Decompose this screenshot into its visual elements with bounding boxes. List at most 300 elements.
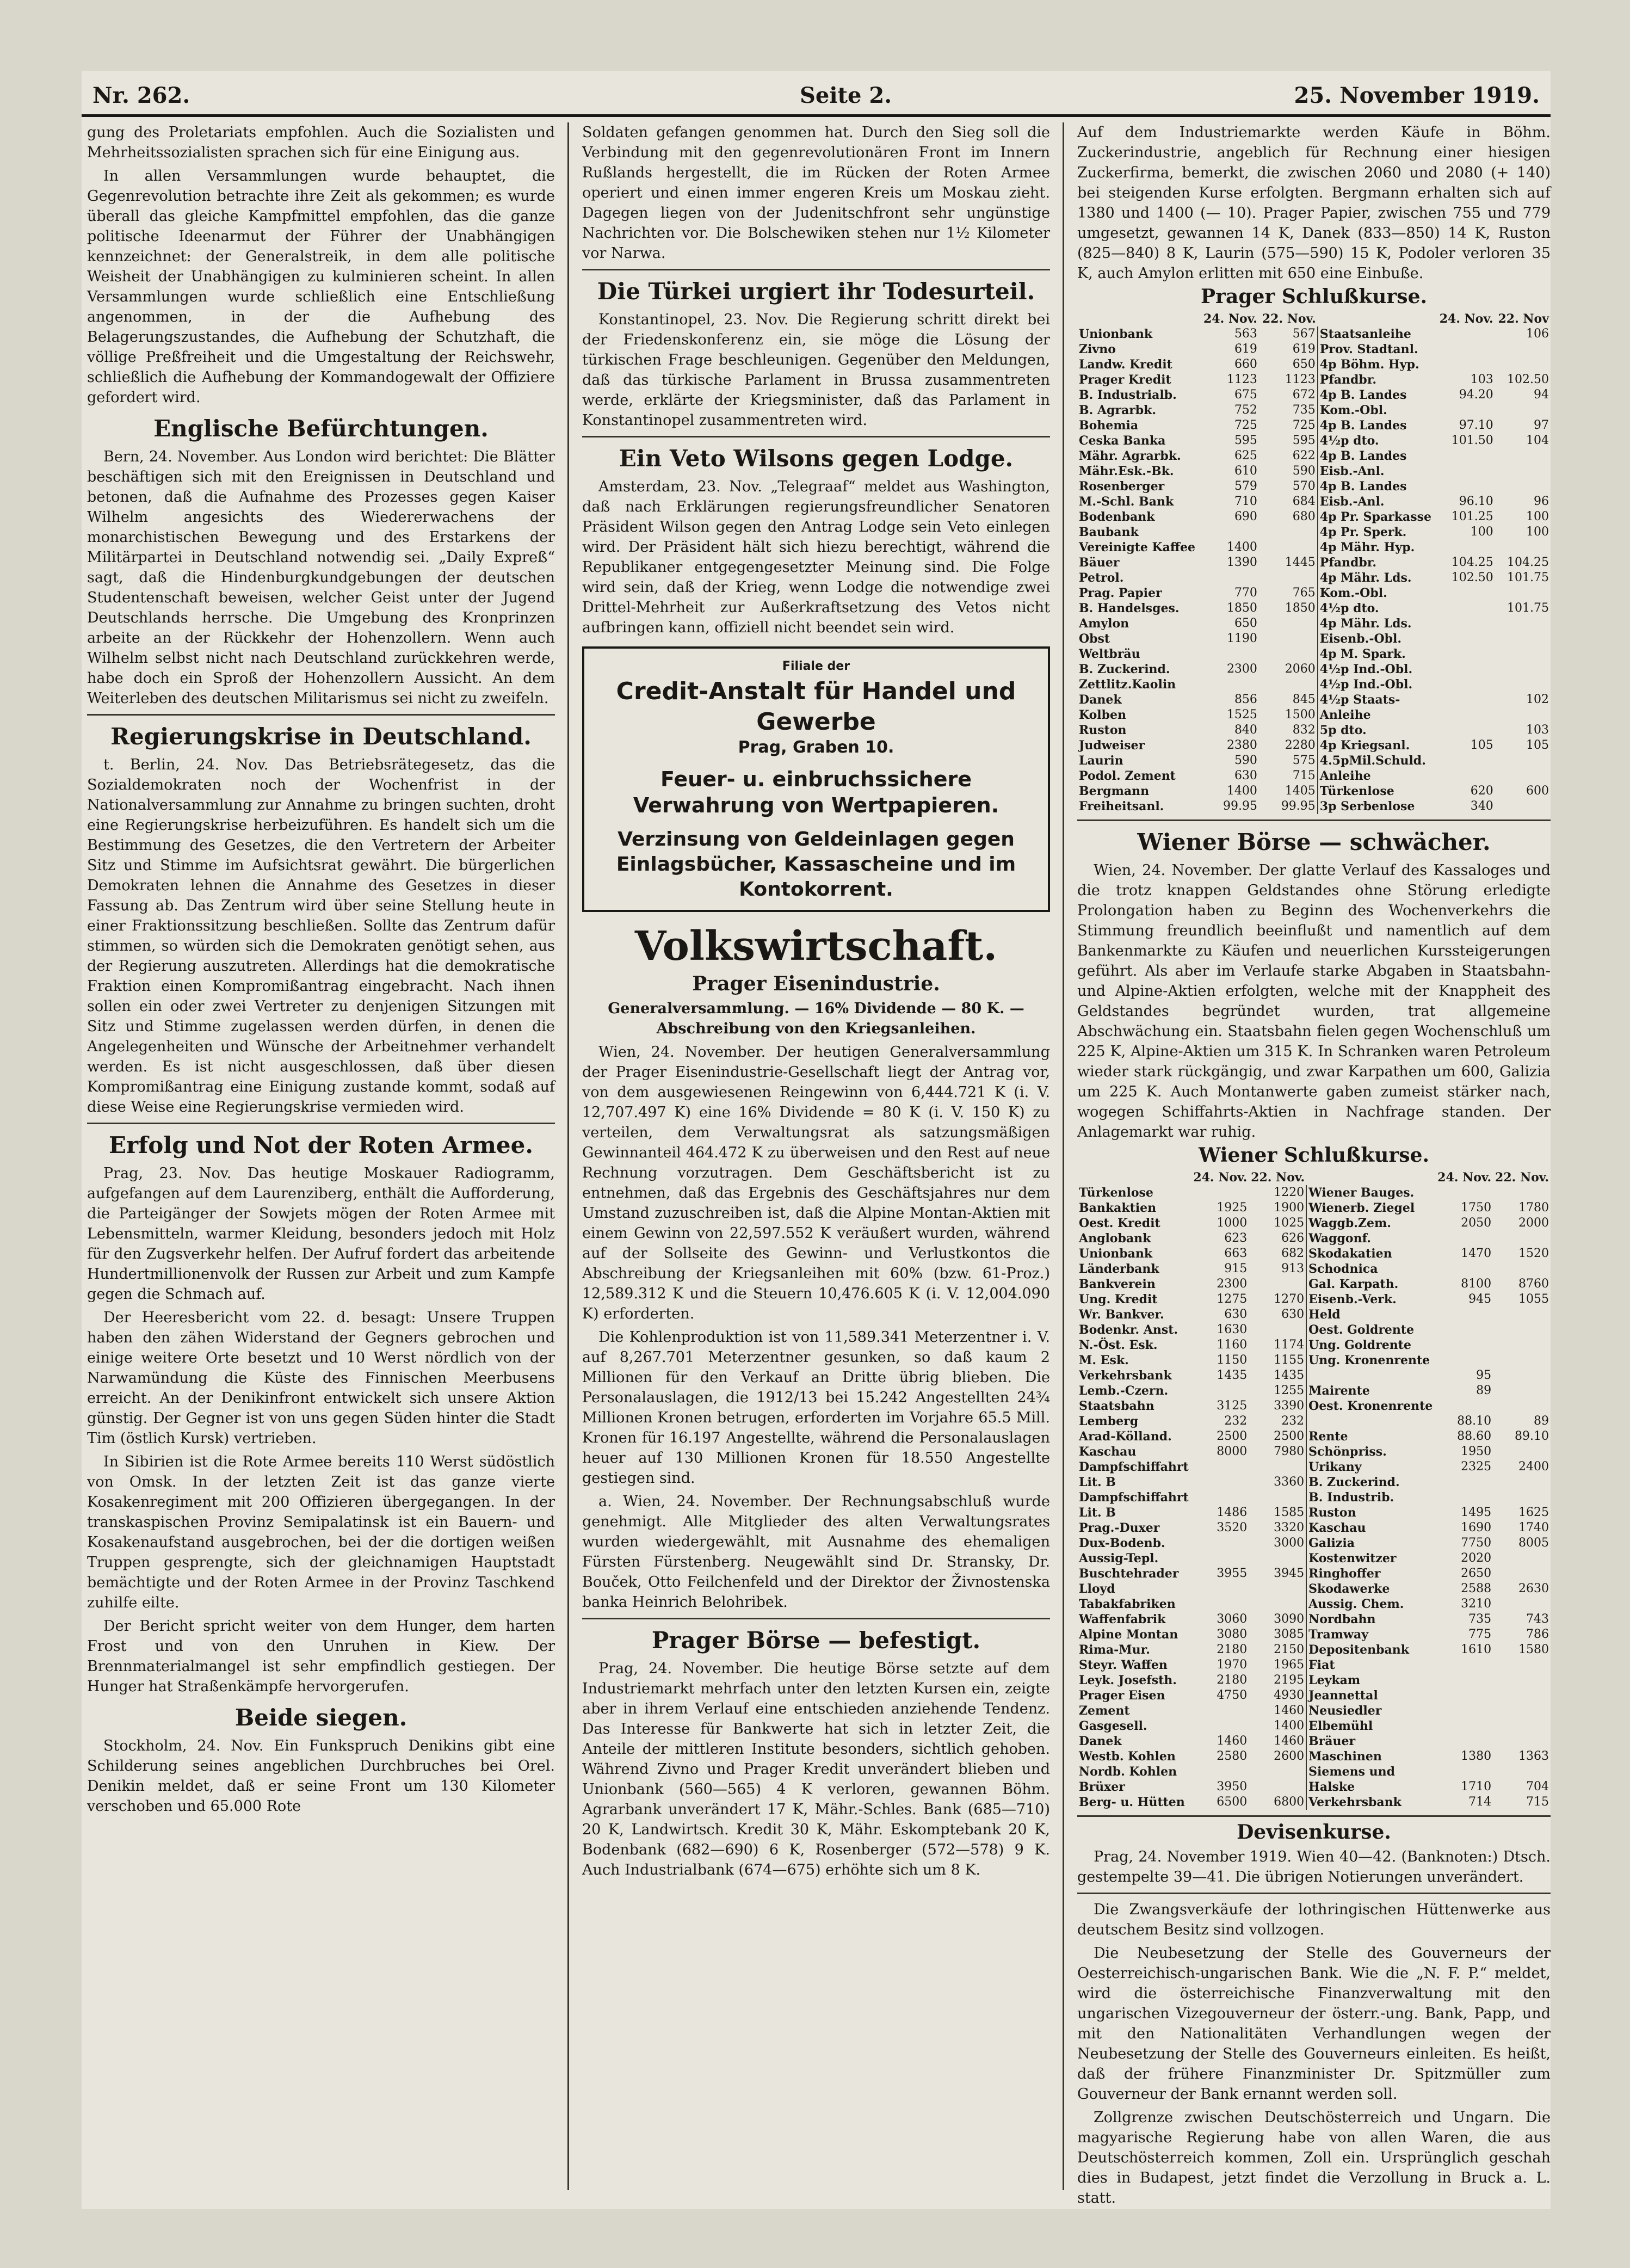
security-name-cell: Oest. Kredit	[1079, 1216, 1160, 1230]
quote-cell	[1249, 1764, 1306, 1779]
table-row	[1077, 1627, 1551, 1642]
quote-cell	[1435, 1718, 1493, 1734]
quote-cell	[1436, 677, 1495, 692]
table-row	[1077, 433, 1551, 448]
quote-cell: 1123	[1226, 373, 1257, 386]
security-name-cell: Aussig. Chem.	[1306, 1597, 1435, 1612]
quote-cell	[1191, 1597, 1249, 1612]
quote-cell	[1435, 1398, 1493, 1414]
quote-cell	[1436, 357, 1495, 372]
quote-cell: 1160	[1217, 1338, 1248, 1352]
security-name-cell: B. Zuckerind.	[1079, 662, 1170, 676]
quote-cell: 1390	[1226, 556, 1257, 569]
security-name-cell: 4p M. Spark.	[1318, 646, 1436, 662]
issue-number: Nr. 262.	[92, 83, 190, 108]
quote-cell: 845	[1292, 693, 1316, 706]
quote-cell: 89	[1534, 1414, 1549, 1428]
security-name-cell: 4p Mähr. Hyp.	[1318, 540, 1436, 555]
table-row	[1077, 1200, 1551, 1216]
quote-cell	[1495, 753, 1551, 768]
article-text: t. Berlin, 24. Nov. Das Betriebsrätegesetz, das die Sozialdemokraten noch der Wochenfrist in der Nationalversammlung zur Annahme zu bringen suchten, droht eine Regierungskrise herbeizuführen. Es handelt sich um die Bestimmung des Gesetzes, die den Vertretern der Arbeiter Sitz und Stimme im Aufsichtsrat gewährt. Die bürgerlichen Demokraten lehnen die Annahme des Gesetzes in dieser Fassung ab. Das Zentrum wird über seine Stellung heute in einer Fraktionssitzung beschließen. Sollte das Zentrum dafür stimmen, so würden sich die Demokraten genötigt sehen, aus der Regierung auszutreten. Allerdings hat die demokratische Fraktion einen Kompromißantrag eingebracht. Nach ihnen sollen ein oder zwei Vertreter zu denjenigen Sitzungen mit Sitz und Stimme zugelassen werden dürfen, in denen die Angelegenheiten und Wünsche der Arbeitnehmer verhandelt werden. Es ist nicht ausgeschlossen, daß über diesen Kompromißantrag eine Einigung zustande kommt, sodaß auf diese Weise eine Regierungskrise vermieden wird.	[87, 756, 555, 1115]
quote-cell	[1493, 1398, 1551, 1414]
quote-cell: 99.95	[1222, 799, 1257, 813]
security-name-cell: Dampfschiffahrt	[1079, 1460, 1189, 1474]
security-name-cell: Judweiser	[1079, 738, 1145, 753]
quote-cell: 680	[1292, 510, 1316, 523]
quote-cell: 4930	[1274, 1688, 1305, 1702]
security-name-cell: Prager Eisen	[1079, 1688, 1165, 1703]
quote-cell: 106	[1526, 327, 1549, 341]
security-name-cell: B. Zuckerind.	[1306, 1475, 1435, 1490]
quote-cell: 619	[1234, 342, 1257, 356]
divider	[1077, 819, 1551, 821]
quote-cell: 105	[1526, 738, 1549, 752]
table-row	[1077, 1414, 1551, 1429]
quote-cell: 610	[1234, 464, 1257, 478]
quote-cell: 2500	[1217, 1429, 1248, 1443]
table-row	[1077, 1779, 1551, 1795]
quote-cell	[1495, 403, 1551, 418]
quote-cell: 1850	[1226, 601, 1257, 615]
headline-wiener-boerse: Wiener Börse — schwächer.	[1137, 829, 1491, 855]
table-row	[1077, 738, 1551, 753]
quote-cell: 102.50	[1451, 571, 1493, 584]
quote-cell: 715	[1292, 769, 1316, 782]
quote-cell: 1025	[1274, 1216, 1305, 1230]
security-name-cell: Waggonf.	[1306, 1231, 1435, 1246]
quote-cell	[1493, 1475, 1551, 1490]
table-row	[1077, 1505, 1551, 1520]
quote-cell	[1191, 1459, 1249, 1475]
security-name-cell: Elbemühl	[1306, 1718, 1435, 1734]
quote-cell: 1625	[1518, 1506, 1549, 1519]
table-row	[1077, 1292, 1551, 1307]
quote-cell: 626	[1281, 1231, 1305, 1245]
headline-prager-schlusskurse: Prager Schlußkurse.	[1200, 285, 1428, 308]
quote-cell	[1249, 1277, 1306, 1292]
security-name-cell: Nordbahn	[1306, 1612, 1435, 1627]
security-name-cell: Schodnica	[1306, 1261, 1435, 1277]
table-row	[1077, 1429, 1551, 1444]
quote-cell	[1495, 586, 1551, 601]
quote-cell: 4750	[1217, 1688, 1248, 1702]
security-name-cell: Eisb.-Anl.	[1318, 464, 1436, 479]
table-row	[1077, 1338, 1551, 1353]
quote-cell: 94.20	[1459, 388, 1493, 402]
headline-veto-wilson: Ein Veto Wilsons gegen Lodge.	[619, 445, 1014, 472]
quote-cell: 8100	[1461, 1277, 1492, 1291]
security-name-cell: Unionbank	[1079, 327, 1153, 341]
ad-bank-name: Credit-Anstalt für Handel und Gewerbe	[616, 677, 1016, 736]
quote-cell	[1435, 1322, 1493, 1338]
security-name-cell: Anleihe	[1318, 768, 1436, 784]
column-3	[1077, 122, 1551, 2207]
quote-cell: 682	[1281, 1247, 1305, 1260]
table-row	[1077, 1749, 1551, 1764]
quote-cell: 3125	[1217, 1399, 1248, 1413]
security-name-cell: Danek	[1079, 693, 1122, 707]
security-name-cell: 4p B. Landes	[1318, 448, 1436, 464]
security-name-cell: Pfandbr.	[1318, 372, 1436, 387]
security-name-cell: Wr. Bankver.	[1079, 1308, 1164, 1322]
quote-cell: 2050	[1461, 1216, 1492, 1230]
wiener-table-body	[1077, 1185, 1551, 1810]
quote-cell: 1363	[1518, 1749, 1549, 1763]
table-row	[1077, 662, 1551, 677]
security-name-cell: B. Agrarbk.	[1079, 403, 1157, 417]
table-row	[1077, 1551, 1551, 1566]
quote-cell	[1436, 464, 1495, 479]
table-row	[1077, 1444, 1551, 1459]
quote-cell: 1400	[1274, 1719, 1305, 1733]
security-name-cell: 4p Mähr. Lds.	[1318, 570, 1436, 586]
table-row	[1077, 646, 1551, 662]
table-row	[1077, 1398, 1551, 1414]
table-row	[1077, 570, 1551, 586]
quote-cell	[1493, 1734, 1551, 1749]
quote-cell: 99.95	[1281, 799, 1316, 813]
table-row	[1077, 525, 1551, 540]
quote-cell	[1493, 1688, 1551, 1703]
quote-cell: 856	[1234, 693, 1257, 706]
security-name-cell: Halske	[1306, 1779, 1435, 1795]
security-name-cell: Bohemia	[1079, 418, 1139, 433]
table-row	[1077, 1307, 1551, 1322]
quote-cell: 620	[1470, 784, 1493, 798]
table-row	[1077, 631, 1551, 646]
quote-cell	[1493, 1383, 1551, 1398]
quote-cell: 1174	[1274, 1338, 1305, 1352]
security-name-cell: Ringhoffer	[1306, 1566, 1435, 1581]
ad-service-1: Feuer- u. einbruchssichere Verwahrung von Wertpapieren.	[633, 767, 999, 817]
article-text: Die Zwangsverkäufe der lothringischen Hüttenwerke aus deutschem Besitz sind vollzogen.	[1077, 1901, 1551, 1938]
quote-cell: 579	[1234, 479, 1257, 493]
article-text: Konstantinopel, 23. Nov. Die Regierung schritt direkt bei der Friedenskonferenz ein, sie möge die Lösung der türkischen Frage beschleunigen. Gegenüber den Meldungen, daß das türkische Parlament in Brussa zusammentreten werde, erklärte der Kriegsminister, daß das Parlament in Konstantinopel zusammentreten wird.	[582, 311, 1050, 429]
quote-cell: 684	[1292, 495, 1316, 508]
quote-cell: 1750	[1461, 1201, 1492, 1215]
security-name-cell	[1306, 1368, 1435, 1383]
quote-cell	[1191, 1185, 1249, 1200]
quote-cell	[1436, 723, 1495, 738]
security-name-cell: Wiener Bauges.	[1306, 1185, 1435, 1200]
quote-cell: 1460	[1274, 1704, 1305, 1717]
masthead	[82, 71, 1551, 117]
security-name-cell: Oest. Goldrente	[1306, 1322, 1435, 1338]
quote-cell	[1436, 448, 1495, 464]
quote-cell: 735	[1292, 403, 1316, 417]
security-name-cell: M. Esk.	[1079, 1353, 1129, 1367]
divider	[87, 714, 555, 716]
quote-cell: 88.10	[1457, 1414, 1492, 1428]
headline-regierungskrise: Regierungskrise in Deutschland.	[110, 723, 532, 750]
quote-cell: 1435	[1274, 1369, 1305, 1382]
column-1	[87, 122, 555, 2196]
quote-cell	[1200, 525, 1259, 540]
security-name-cell: 4½p Ind.-Obl.	[1318, 662, 1436, 677]
headline-rote-armee: Erfolg und Not der Roten Armee.	[109, 1132, 533, 1158]
article-text: gung des Proletariats empfohlen. Auch die Sozialisten und Mehrheitssozialisten sprachen sich für eine Einigung aus.	[87, 124, 555, 161]
quote-cell: 3945	[1274, 1567, 1305, 1580]
quote-cell: 1400	[1226, 784, 1257, 798]
security-name-cell: Weltbräu	[1079, 647, 1140, 661]
security-name-cell: Prager Kredit	[1079, 373, 1171, 387]
table-row	[1077, 555, 1551, 570]
quote-cell: 1925	[1217, 1201, 1248, 1215]
quote-cell	[1493, 1703, 1551, 1718]
quote-cell	[1200, 646, 1259, 662]
quote-cell	[1435, 1703, 1493, 1718]
quote-cell	[1259, 540, 1318, 555]
security-name-cell: Waggb.Zem.	[1306, 1216, 1435, 1231]
article-text: Die Neubesetzung der Stelle des Gouverneurs der Oesterreichisch-ungarischen Bank. Wie die „N. F. P.“ meldet, wird die österreichische Finanzverwaltung mit den ungarischen Vizegouverneur der österr.-ung. Bank, Papp, und mit den Nationalitäten Verhandlungen wegen der Neubesetzung der Stelle des Gouverneurs einleiten. Es heißt, daß der frühere Finanzminister Dr. Spitzmüller zum Gouverneur der Bank ernannt werden soll.	[1077, 1945, 1551, 2103]
quote-cell	[1436, 540, 1495, 555]
quote-cell	[1435, 1307, 1493, 1322]
table-row	[1077, 707, 1551, 723]
quote-cell	[1495, 342, 1551, 357]
quote-cell: 590	[1292, 464, 1316, 478]
quote-cell	[1493, 1673, 1551, 1688]
quote-cell	[1259, 631, 1318, 646]
article-text: Prag, 24. November 1919. Wien 40—42. (Banknoten:) Dtsch. gestempelte 39—41. Die übrigen Notierungen unverändert.	[1077, 1848, 1551, 1885]
quote-cell: 1190	[1226, 632, 1257, 645]
quote-cell: 786	[1526, 1628, 1549, 1641]
security-name-cell: 4½p Staats-	[1318, 692, 1436, 707]
quote-cell: 2020	[1461, 1551, 1492, 1565]
quote-cell: 96.10	[1459, 495, 1493, 508]
quote-cell: 1400	[1226, 540, 1257, 554]
column-header: 24. Nov.	[1193, 1170, 1248, 1185]
security-name-cell: Skodakatien	[1306, 1246, 1435, 1261]
table-row	[1077, 1520, 1551, 1536]
security-name-cell: Tabakfabriken	[1079, 1597, 1176, 1611]
quote-cell	[1495, 479, 1551, 494]
table-header-row	[1077, 311, 1551, 326]
table-header-row	[1077, 1170, 1551, 1185]
quote-cell: 1525	[1226, 708, 1257, 722]
security-name-cell: Ung. Kronenrente	[1306, 1353, 1435, 1368]
quote-cell: 575	[1292, 754, 1316, 767]
security-name-cell: Neusiedler	[1306, 1703, 1435, 1718]
quote-cell: 2000	[1518, 1216, 1549, 1230]
quote-cell: 88.60	[1457, 1429, 1492, 1443]
quote-cell: 2630	[1518, 1582, 1549, 1595]
quote-cell	[1493, 1322, 1551, 1338]
quote-cell	[1191, 1383, 1249, 1398]
security-name-cell: Tramway	[1306, 1627, 1435, 1642]
security-name-cell: Steyr. Waffen	[1079, 1658, 1168, 1672]
article-text: Die Kohlenproduktion ist von 11,589.341 Meterzentner i. V. auf 8,267.701 Meterzentner gesunken, so daß kaum 2 Millionen für den Verkauf an Dritte übrig blieben. Die Personalauslagen, die 1912/13 bei 15.242 Angestellten 24¾ Millionen Kronen betrugen, erforderten im Vorjahre 65.5 Mill. Kronen für 16.197 Angestellte, während die Personalauslagen heuer auf 130 Millionen Kronen für 18.550 Angestellte gestiegen sind.	[582, 1329, 1050, 1487]
table-row	[1077, 1231, 1551, 1246]
table-row	[1077, 387, 1551, 403]
security-name-cell: Bräuer	[1306, 1734, 1435, 1749]
security-name-cell: Held	[1306, 1307, 1435, 1322]
table-row	[1077, 753, 1551, 768]
security-name-cell: Pfandbr.	[1318, 555, 1436, 570]
quote-cell: 752	[1234, 403, 1257, 417]
security-name-cell: 4.5pMil.Schuld.	[1318, 753, 1436, 768]
security-name-cell: Bodenbank	[1079, 510, 1155, 524]
table-row	[1077, 1277, 1551, 1292]
quote-cell: 1690	[1461, 1521, 1492, 1534]
quote-cell: 2588	[1461, 1582, 1492, 1595]
quote-cell	[1435, 1261, 1493, 1277]
quote-cell: 650	[1234, 617, 1257, 630]
security-name-cell: Zivno	[1079, 342, 1116, 356]
column-rule	[1063, 122, 1064, 2190]
quote-cell	[1493, 1261, 1551, 1277]
quote-cell	[1200, 677, 1259, 692]
quote-cell	[1259, 646, 1318, 662]
quote-cell	[1495, 448, 1551, 464]
quote-cell: 3080	[1217, 1628, 1248, 1641]
quote-cell: 1950	[1461, 1445, 1492, 1458]
quote-cell: 2060	[1285, 662, 1316, 676]
security-name-cell: Bankaktien	[1079, 1201, 1157, 1215]
quote-cell: 915	[1224, 1262, 1248, 1275]
bank-advertisement	[582, 646, 1050, 912]
quote-cell	[1435, 1673, 1493, 1688]
security-name-cell: Berg- u. Hütten	[1079, 1795, 1185, 1809]
security-name-cell: Ung. Goldrente	[1306, 1338, 1435, 1353]
quote-cell: 1155	[1274, 1353, 1305, 1367]
article-text: Wien, 24. November. Der heutigen Generalversammlung der Prager Eisenindustrie-Gesellschaft liegt der Antrag vor, von dem ausgewiesenen Reingewinn von 6,444.721 K (i. V. 12,707.497 K) eine 16% Dividende = 80 K (i. V. 150 K) zu verteilen, dem Verwaltungsrat als satzungsmäßigen Gewinnanteil 464.472 K zu überweisen und den Rest auf neue Rechnung vorzutragen. Dem Geschäftsbericht ist zu entnehmen, daß das Ergebnis des Geschäftsjahres nur dem Umstand zuzuschreiben ist, daß die Alpine Montan-Aktien mit einem Gewinn von 22,597.552 K veräußert wurden, während auf der Sollseite des Gewinn- und Verlustkontos die Abschreibung der Kriegsanleihen mit 60% (bzw. 61-Proz.) 12,589.312 K und die Steuern 10,476.605 K (i. V. 12,004.090 K) erforderten.	[582, 1044, 1050, 1322]
quote-cell: 8005	[1518, 1536, 1549, 1550]
quote-cell: 3520	[1217, 1521, 1248, 1534]
table-row	[1077, 1185, 1551, 1200]
quote-cell	[1435, 1657, 1493, 1673]
quote-cell: 1585	[1274, 1506, 1305, 1519]
quote-cell	[1436, 326, 1495, 342]
quote-cell: 3085	[1274, 1628, 1305, 1641]
quote-cell: 945	[1468, 1292, 1492, 1306]
quote-cell: 2195	[1274, 1673, 1305, 1687]
quote-cell	[1436, 692, 1495, 707]
quote-cell: 3000	[1274, 1536, 1305, 1550]
security-name-cell: Waffenfabrik	[1079, 1612, 1166, 1626]
quote-cell	[1435, 1338, 1493, 1353]
quote-cell: 2300	[1217, 1277, 1248, 1291]
quote-cell: 1460	[1217, 1734, 1248, 1748]
quote-cell: 714	[1468, 1795, 1492, 1809]
quote-cell	[1493, 1718, 1551, 1734]
security-name-cell: Rosenberger	[1079, 479, 1165, 494]
quote-cell: 1970	[1217, 1658, 1248, 1672]
security-name-cell: Kom.-Obl.	[1318, 586, 1436, 601]
quote-cell: 622	[1292, 449, 1316, 463]
table-row	[1077, 1536, 1551, 1551]
quote-cell	[1259, 570, 1318, 586]
security-name-cell: Maschinen	[1306, 1749, 1435, 1764]
quote-cell	[1200, 570, 1259, 586]
divider	[87, 1123, 555, 1124]
quote-cell	[1436, 601, 1495, 616]
article-text: Amsterdam, 23. Nov. „Telegraaf“ meldet aus Washington, daß nach Erklärungen regierungsfreundlicher Senatoren Präsident Wilson gegen den Antrag Lodge sein Veto einlegen wird. Der Präsident hält sich hiezu berechtigt, während die Republikaner entgegengesetzter Meinung sind. Die Folge wird sein, daß der Krieg, wenn Lodge die notwendige zwei Drittel-Mehrheit zur Außerkraftsetzung des Vetos nicht aufbringen kann, offiziell nicht beendet sein wird.	[582, 478, 1050, 636]
quote-cell	[1493, 1185, 1551, 1200]
table-row	[1077, 494, 1551, 509]
quote-cell: 590	[1234, 754, 1257, 767]
quote-cell: 1055	[1518, 1292, 1549, 1306]
quote-cell: 340	[1470, 799, 1493, 813]
quote-cell	[1259, 616, 1318, 631]
column-header: 22. Nov.	[1251, 1170, 1305, 1185]
quote-cell: 3950	[1217, 1780, 1248, 1794]
table-row	[1077, 1490, 1551, 1505]
quote-cell	[1495, 540, 1551, 555]
table-row	[1077, 768, 1551, 784]
quote-cell: 6800	[1274, 1795, 1305, 1809]
quote-cell: 1460	[1274, 1734, 1305, 1748]
security-name-cell: Wienerb. Ziegel	[1306, 1200, 1435, 1216]
quote-cell	[1249, 1322, 1306, 1338]
quote-cell: 600	[1526, 784, 1549, 798]
quote-cell: 104.25	[1507, 556, 1549, 569]
quote-cell: 3210	[1461, 1597, 1492, 1611]
table-row	[1077, 1216, 1551, 1231]
security-name-cell: Nordb. Kohlen	[1079, 1765, 1177, 1779]
article-text: Prag, 23. Nov. Das heutige Moskauer Radiogramm, aufgefangen auf dem Laurenziberg, enthält die Aufforderung, die Parteigänger der Sowjets mögen der Roten Armee mit Lebensmitteln, warmer Kleidung, besonders jedoch mit Holz für den Zugsverkehr helfen. Der Aufruf fordert das arbeitende Hundertmillionenvolk der Russen zur Arbeit und zum Kampfe gegen die Schmach auf.	[87, 1165, 555, 1303]
quote-cell	[1436, 479, 1495, 494]
quote-cell: 100	[1526, 525, 1549, 539]
quote-cell: 1470	[1461, 1247, 1492, 1260]
table-row	[1077, 1353, 1551, 1368]
security-name-cell: Lit. B	[1079, 1475, 1116, 1489]
column-header: 24. Nov.	[1437, 1170, 1492, 1185]
quote-cell: 101.75	[1507, 571, 1549, 584]
quote-cell: 1445	[1285, 556, 1316, 569]
quote-cell: 100	[1526, 510, 1549, 523]
security-name-cell: Amylon	[1079, 617, 1129, 631]
security-name-cell: Gal. Karpath.	[1306, 1277, 1435, 1292]
quote-cell: 1486	[1217, 1506, 1248, 1519]
table-row	[1077, 601, 1551, 616]
security-name-cell: Länderbank	[1079, 1262, 1159, 1276]
quote-cell	[1493, 1566, 1551, 1581]
security-name-cell: N.-Öst. Esk.	[1079, 1338, 1158, 1352]
security-name-cell: 4p Pr. Sparkasse	[1318, 509, 1436, 525]
quote-cell: 1220	[1274, 1186, 1305, 1199]
security-name-cell: Dux-Bodenb.	[1079, 1536, 1165, 1550]
quote-cell	[1493, 1353, 1551, 1368]
quote-cell: 623	[1224, 1231, 1248, 1245]
quote-cell: 567	[1292, 327, 1316, 341]
quote-cell	[1495, 616, 1551, 631]
quote-cell: 570	[1292, 479, 1316, 493]
table-row	[1077, 1597, 1551, 1612]
security-name-cell: Verkehrsbank	[1306, 1795, 1435, 1810]
table-row	[1077, 784, 1551, 799]
quote-cell	[1435, 1490, 1493, 1505]
quote-cell	[1495, 677, 1551, 692]
quote-cell: 1275	[1217, 1292, 1248, 1306]
quote-cell	[1259, 677, 1318, 692]
table-row	[1077, 1718, 1551, 1734]
security-name-cell: 4p B. Landes	[1318, 479, 1436, 494]
wiener-schlusskurse-table	[1077, 1170, 1551, 1810]
security-name-cell: Rima-Mur.	[1079, 1643, 1150, 1657]
quote-cell	[1436, 753, 1495, 768]
quote-cell	[1191, 1581, 1249, 1597]
quote-cell	[1493, 1597, 1551, 1612]
quote-cell: 1123	[1285, 373, 1316, 386]
page-number: Seite 2.	[800, 83, 892, 108]
quote-cell: 832	[1292, 723, 1316, 737]
quote-cell: 8760	[1518, 1277, 1549, 1291]
quote-cell	[1495, 799, 1551, 814]
security-name-cell: B. Industrib.	[1306, 1490, 1435, 1505]
quote-cell	[1435, 1231, 1493, 1246]
quote-cell: 2400	[1518, 1460, 1549, 1474]
quote-cell: 3320	[1274, 1521, 1305, 1534]
